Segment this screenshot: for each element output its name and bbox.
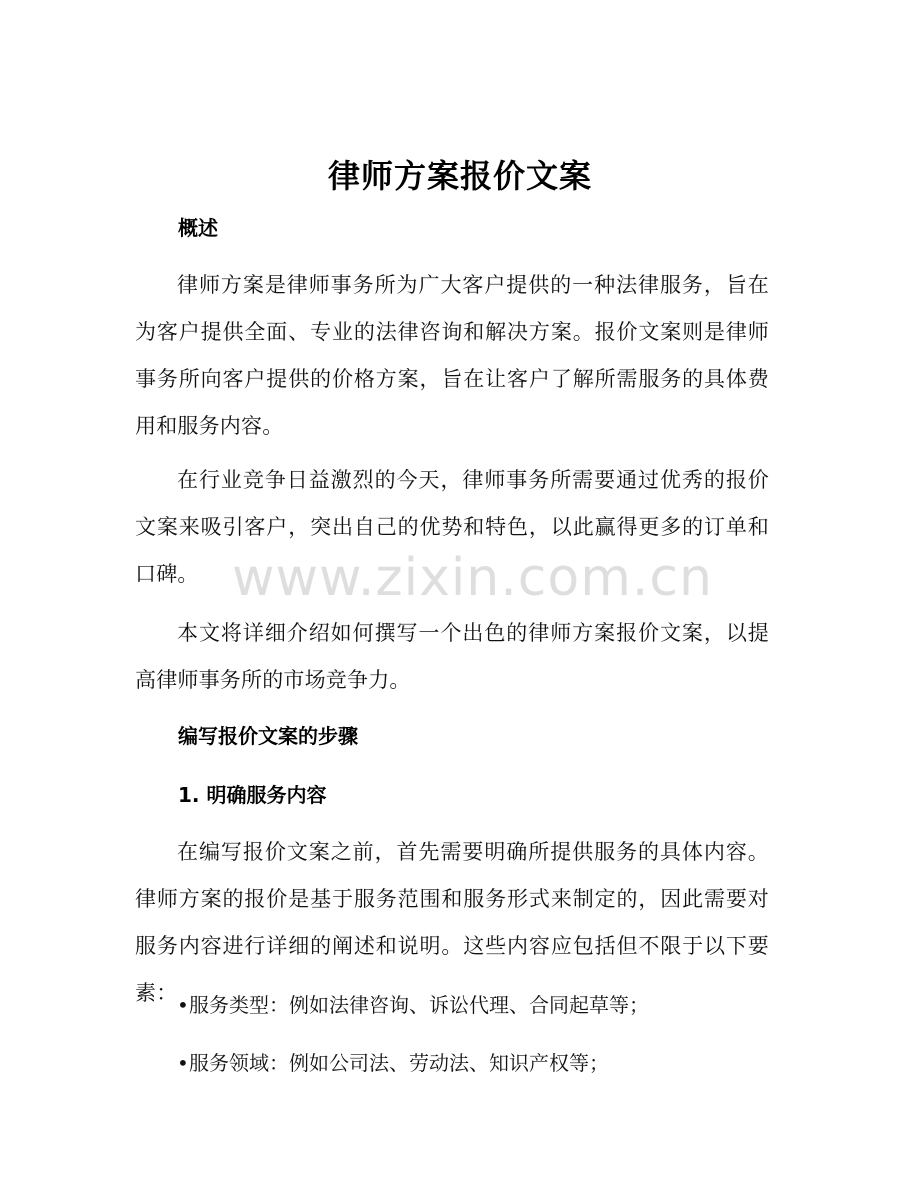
list-item <box>177 990 649 1020</box>
paragraph-competition: 在行业竞争日益激烈的今天，律师事务所需要通过优秀的报价文案来吸引客户，突出自己的优势和特色，以此赢得更多的订单和口碑。 <box>135 468 769 586</box>
section-heading-steps: 编写报价文案的步骤 <box>178 724 358 748</box>
section-heading-overview: 概述 <box>178 216 218 240</box>
watermark: www.zixin.com.cn <box>232 548 713 608</box>
step-heading-1: 1. 明确服务内容 <box>178 783 327 807</box>
paragraph-purpose: 本文将详细介绍如何撰写一个出色的律师方案报价文案，以提高律师事务所的市场竞争力。 <box>135 621 769 692</box>
bullet-icon: • <box>177 993 189 1017</box>
list-item <box>177 1048 609 1078</box>
paragraph-service-content: 在编写报价文案之前，首先需要明确所提供服务的具体内容。律师方案的报价是基于服务范围和服务形式来制定的，因此需要对服务内容进行详细的阐述和说明。这些内容应包括但不限于以下要素： <box>135 840 769 1005</box>
list-item-text: 服务领域：例如公司法、劳动法、知识产权等； <box>189 1051 609 1075</box>
list-item-text: 服务类型：例如法律咨询、诉讼代理、合同起草等； <box>189 993 649 1017</box>
paragraph-intro: 律师方案是律师事务所为广大客户提供的一种法律服务，旨在为客户提供全面、专业的法律咨询和解决方案。报价文案则是律师事务所向客户提供的价格方案，旨在让客户了解所需服务的具体费用和服务内容。 <box>135 273 769 438</box>
document-title: 律师方案报价文案 <box>327 157 592 195</box>
bullet-icon: • <box>177 1051 189 1075</box>
